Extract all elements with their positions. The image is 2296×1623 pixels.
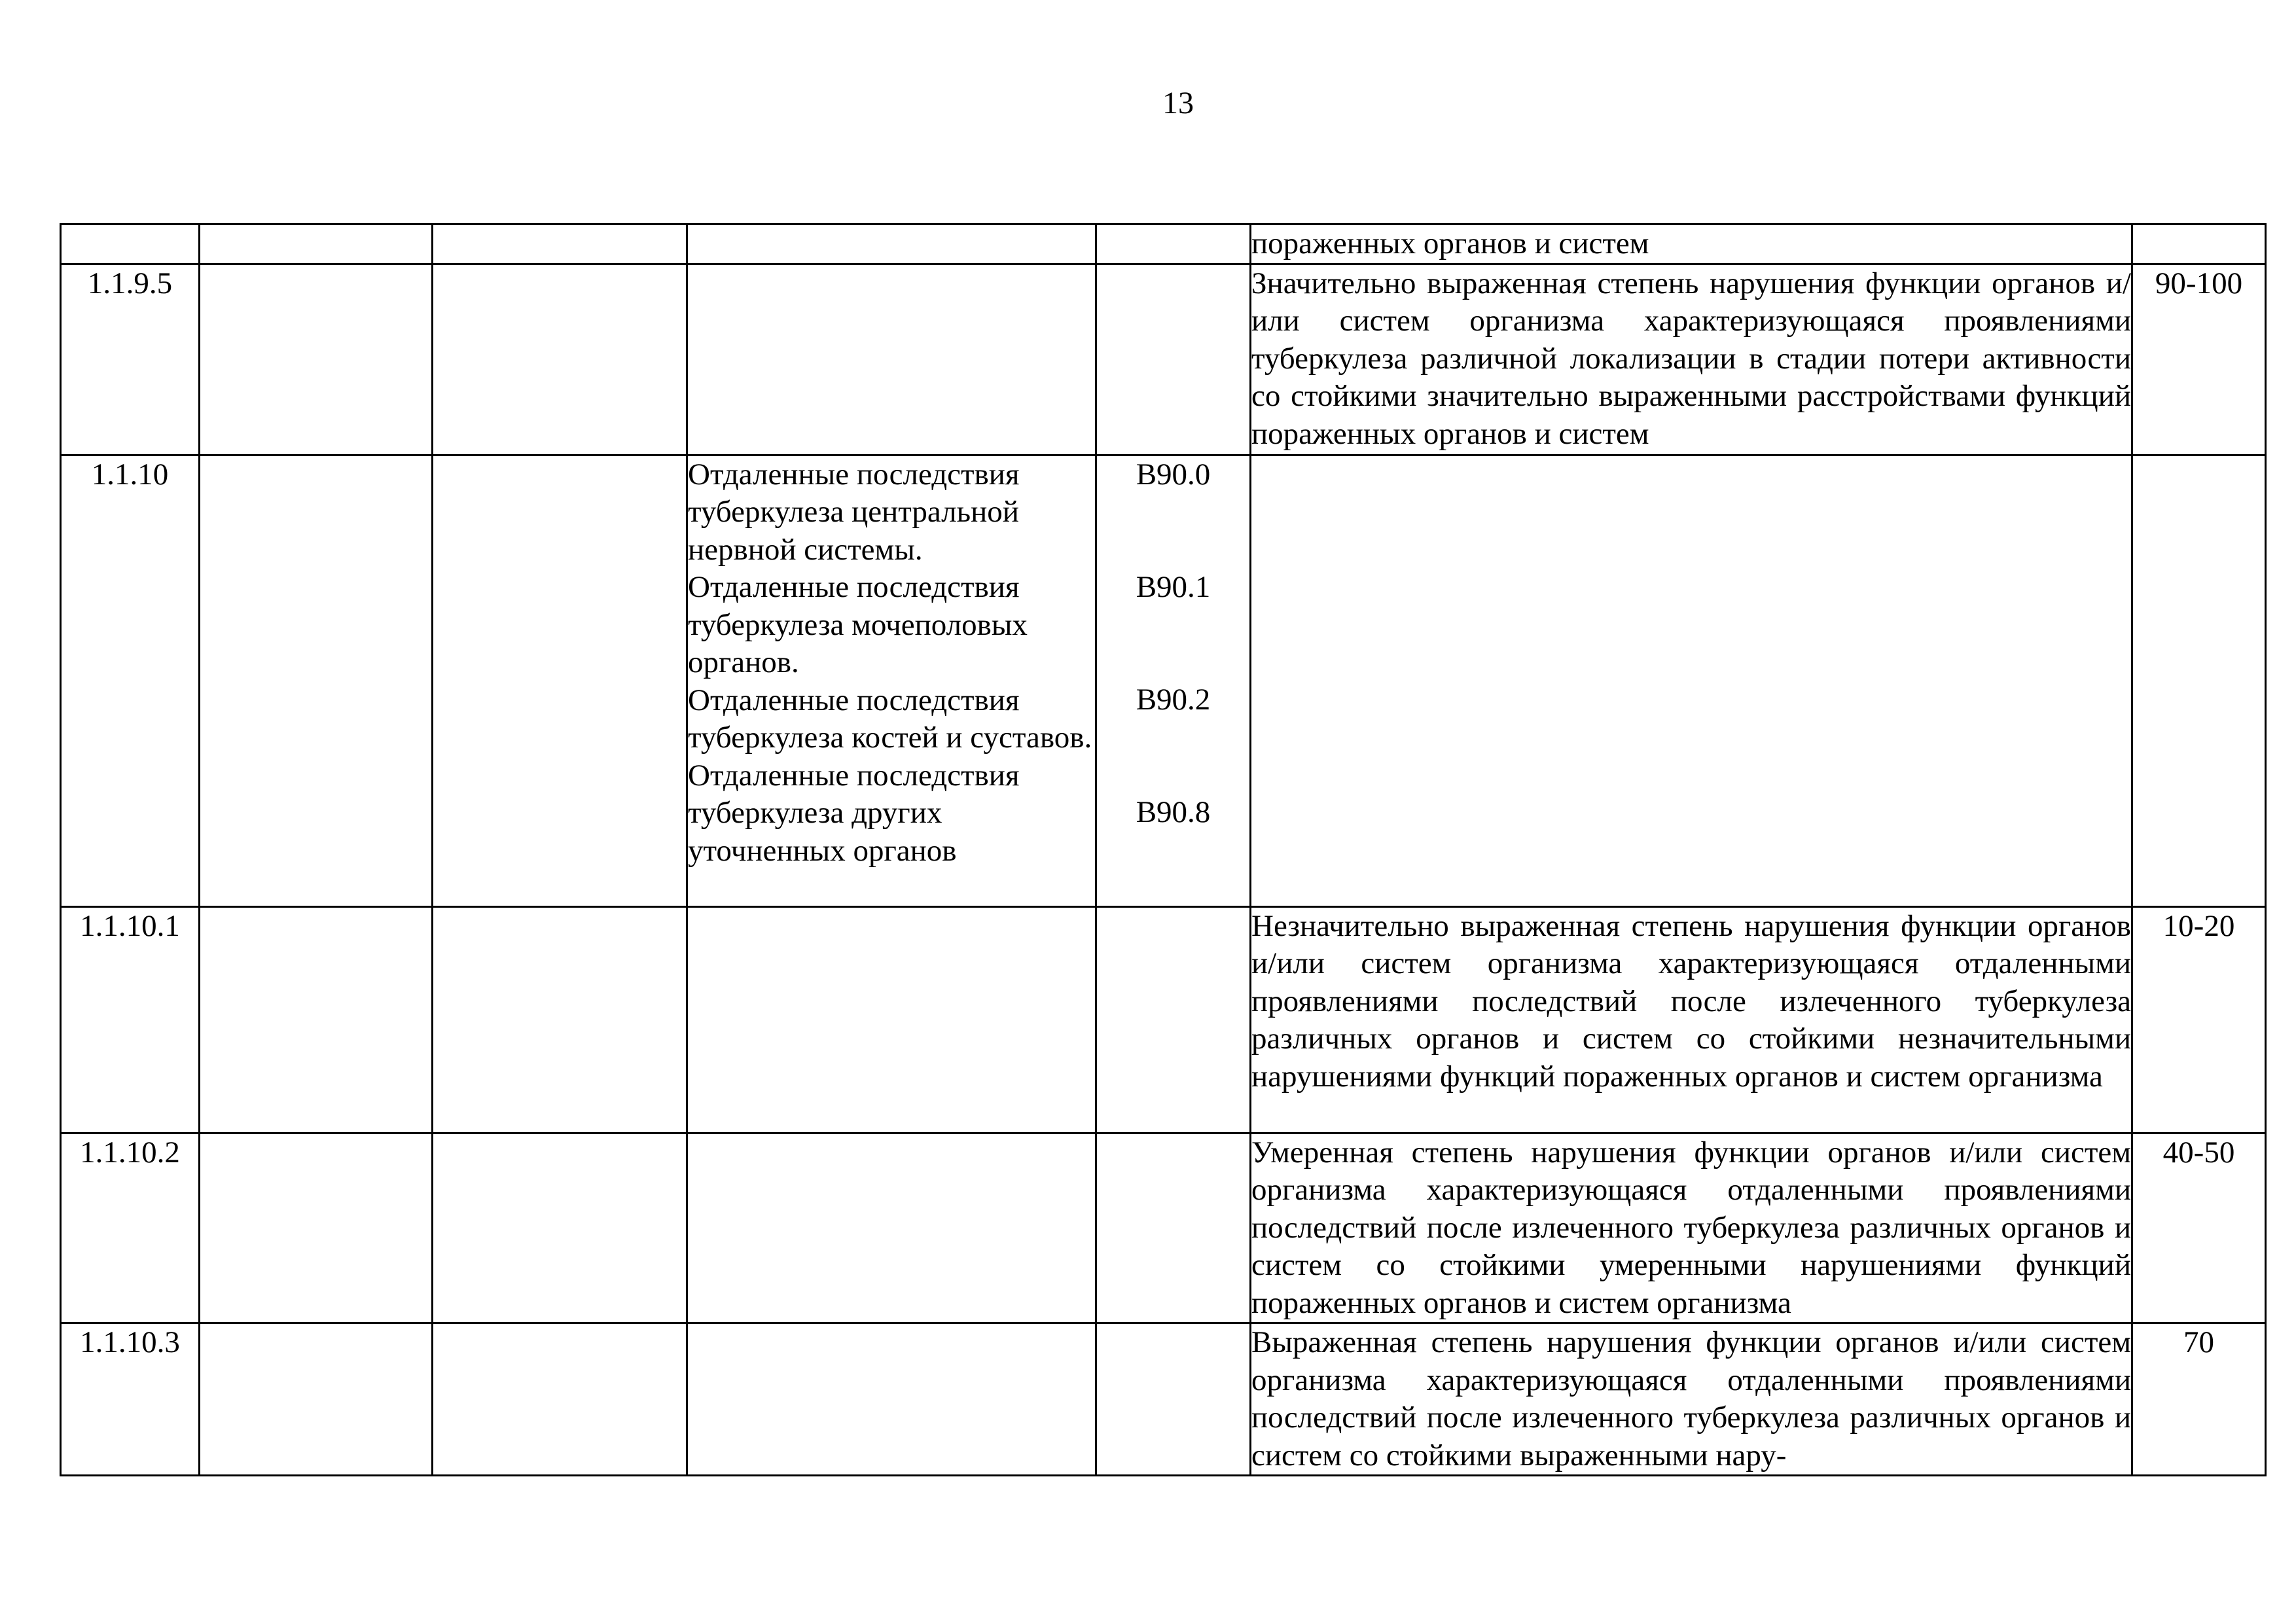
percent-value: 90-100 xyxy=(2132,264,2266,455)
row-number: 1.1.10 xyxy=(61,455,200,906)
icd-code: B90.1 xyxy=(1136,569,1211,604)
row-number xyxy=(61,224,200,264)
percent-value: 70 xyxy=(2132,1323,2266,1476)
empty-cell xyxy=(687,224,1096,264)
empty-cell xyxy=(433,264,687,455)
diagnosis-name: Отдаленные последствия туберкулеза мочеполовых органов. xyxy=(688,570,1028,679)
table-row xyxy=(61,455,2266,906)
percent-value: 40-50 xyxy=(2132,1133,2266,1323)
empty-cell xyxy=(200,906,433,1133)
icd-code: B90.2 xyxy=(1136,682,1211,717)
diagnosis-name: Отдаленные последствия туберкулеза костей и суставов. xyxy=(688,683,1092,755)
severity-description: Выраженная степень нарушения функции органов и/или систем организма характеризующаяся отдаленными проявлениями последствий после излеченного туберкулеза различных органов и систем со стойкими выраженными нару- xyxy=(1251,1323,2132,1476)
table-row xyxy=(61,1323,2266,1476)
diagnosis-name: Отдаленные последствия туберкулеза центральной нервной системы. xyxy=(688,457,1020,567)
diagnosis-names xyxy=(687,455,1096,906)
empty-cell xyxy=(433,224,687,264)
severity-description: пораженных органов и систем xyxy=(1251,224,2132,264)
percent-value xyxy=(2132,455,2266,906)
severity-description: Значительно выраженная степень нарушения функции органов и/или систем организма характеризующаяся проявлениями туберкулеза различной локализации в стадии потери активности со стойкими значительно выраженными расстройствами функций пораженных органов и систем xyxy=(1251,264,2132,455)
row-number: 1.1.10.3 xyxy=(61,1323,200,1476)
table-row xyxy=(61,264,2266,455)
table-row xyxy=(61,1133,2266,1323)
empty-cell xyxy=(433,1133,687,1323)
icd-code: B90.8 xyxy=(1136,794,1211,829)
diagnosis-name: Отдаленные последствия туберкулеза других уточненных органов xyxy=(688,758,1020,868)
table-row xyxy=(61,224,2266,264)
empty-cell xyxy=(200,224,433,264)
empty-cell xyxy=(687,1133,1096,1323)
row-number: 1.1.10.2 xyxy=(61,1133,200,1323)
row-number: 1.1.9.5 xyxy=(61,264,200,455)
empty-cell xyxy=(200,455,433,906)
empty-cell xyxy=(1096,264,1251,455)
empty-cell xyxy=(200,264,433,455)
table-row xyxy=(61,906,2266,1133)
row-number: 1.1.10.1 xyxy=(61,906,200,1133)
percent-value: 10-20 xyxy=(2132,906,2266,1133)
empty-cell xyxy=(687,906,1096,1133)
severity-description: Умеренная степень нарушения функции органов и/или систем организма характеризующаяся отдаленными проявлениями последствий после излеченного туберкулеза различных органов и систем со стойкими умеренными нарушениями функций пораженных органов и систем организма xyxy=(1251,1133,2132,1323)
severity-description xyxy=(1251,455,2132,906)
severity-description: Незначительно выраженная степень нарушения функции органов и/или систем организма характеризующаяся отдаленными проявлениями последствий после излеченного туберкулеза различных органов и систем со стойкими незначительными нарушениями функций пораженных органов и систем организма xyxy=(1251,906,2132,1133)
empty-cell xyxy=(433,1323,687,1476)
empty-cell xyxy=(200,1133,433,1323)
empty-cell xyxy=(200,1323,433,1476)
empty-cell xyxy=(433,906,687,1133)
empty-cell xyxy=(1096,1133,1251,1323)
percent-value xyxy=(2132,224,2266,264)
page-number: 13 xyxy=(1162,86,1194,120)
classification-table xyxy=(60,223,2267,1476)
empty-cell xyxy=(433,455,687,906)
empty-cell xyxy=(1096,1323,1251,1476)
empty-cell xyxy=(1096,224,1251,264)
empty-cell xyxy=(687,264,1096,455)
empty-cell xyxy=(687,1323,1096,1476)
icd-codes xyxy=(1096,455,1251,906)
empty-cell xyxy=(1096,906,1251,1133)
icd-code: B90.0 xyxy=(1136,457,1211,491)
